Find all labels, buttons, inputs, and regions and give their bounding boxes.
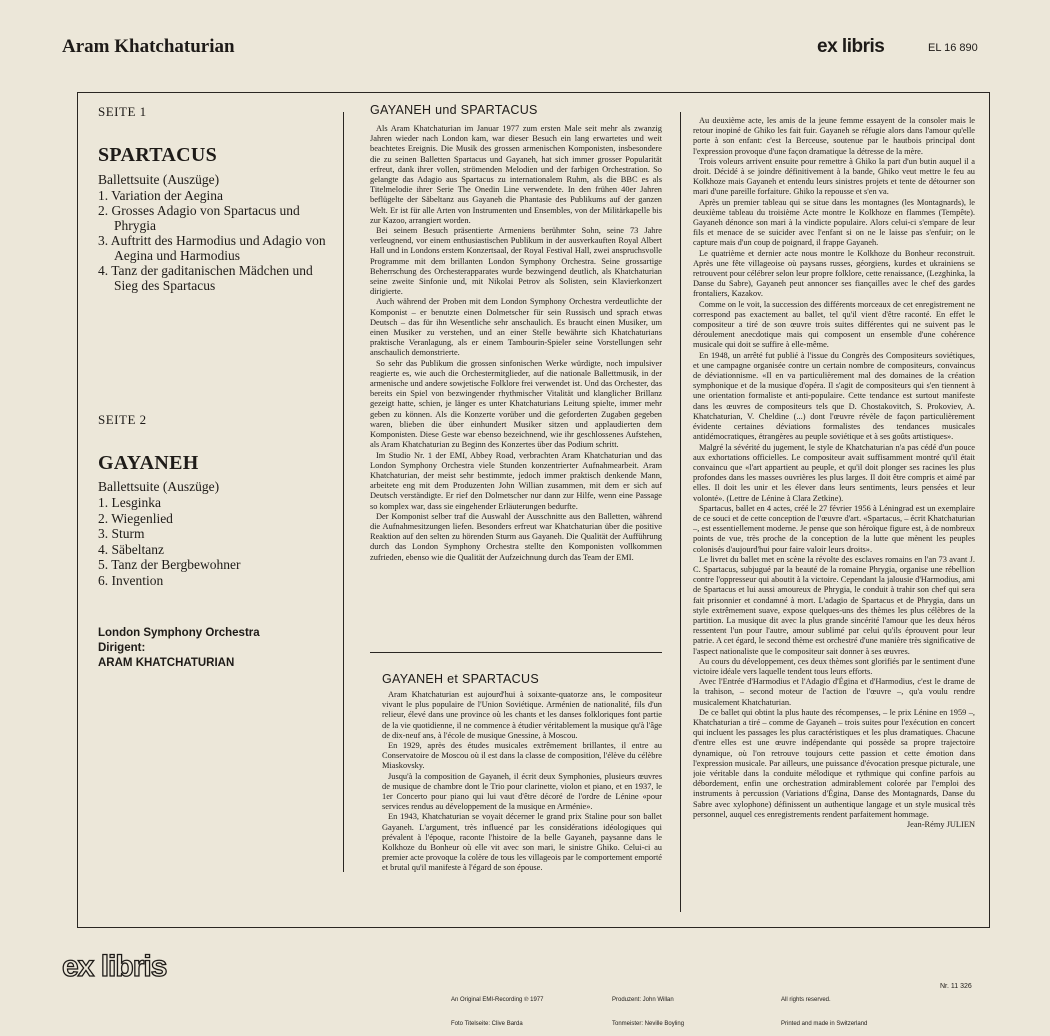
footer-rights <box>781 980 867 1036</box>
notes-fr-paragraph: Jusqu'à la composition de Gayaneh, il écrit deux Symphonies, plusieurs œuvres de musique de chambre dont le Trio pour clarinette, violon et piano, et en 1937, le 1er Concerto pour piano qui lui vaut d'être décoré de l'ordre de Lénine «pour services rendus au développement de la musique en Arménie». <box>382 771 662 812</box>
notes-fr-paragraph: De ce ballet qui obtint la plus haute des récompenses, – le prix Lénine en 1959 –, Khatchaturian a tiré – comme de Gayaneh – trois suites pour l'exécution en concert qui incluent les passages les plus caractéristiques et les plus dramatiques. Chacune d'entre elles est une œuvre indépendante qui possède sa propre trajectoire dynamique, où l'on retrouve toujours cette passion et cette émotion dans l'expression musicale. Par ailleurs, une puissance d'évocation presque picturale, une joie véritable dans la conduite mélodique et rythmique qui confine parfois au débordement, enfin une orchestration admirablement colorée par l'emploi des instruments à percussion (Variations d'Égina, Danse des Montagnards, Danse du Sabre avec xylophone) définissent un authentique langage et un style musical très personnel, auquel ces enregistrements rendent parfaitement hommage. <box>693 707 975 819</box>
notes-fr-paragraph: En 1943, Khatchaturian se voyait décerner le grand prix Staline pour son ballet Gayaneh. L'argument, très influencé par les considérations idéologiques qui prévalent à l'époque, raconte l'histoire de la belle Gayaneh, paysanne dans le Kolkhoze du Bonheur où elle vit avec son mari, le sinistre Ghiko. Celui-ci au premier acte provoque la colère de tous les villageois par le comportement emporté et brutal qu'il manifeste à l'égard de son épouse. <box>382 812 662 873</box>
orchestra-name: London Symphony Orchestra <box>98 627 260 639</box>
label-logo: ex libris <box>817 36 885 57</box>
notes-fr-paragraph: Spartacus, ballet en 4 actes, créé le 27 février 1956 à Léningrad est un exemplaire de ce souci et de cette conception de l'œuvre d'art. «Spartacus, – écrit Khatchaturian –, est essentiellement moderne. Je pense que son héroïque figure est, à de nombreux points de vue, très proche de la conception de la lutte que mènent les peuples colonisés d'aujourd'hui pour faire valoir leurs droits». <box>693 503 975 554</box>
header-artist: Aram Khatchaturian <box>62 36 235 57</box>
notes-fr-paragraph: En 1948, un arrêté fut publié à l'issue du Congrès des Compositeurs soviétiques, et une campagne organisée contre un certain nombre de compositeurs, convaincus de déviationnisme. «Il en va particulièrement mal des domaines de la création symphonique et de la musique d'opéra. Il s'agit de compositeurs qui s'en tiennent à une orientation formaliste et anti-populaire. Cette tendance est surtout manifeste dans les œuvres de compositeurs tels que D. Chostakovitch, S. Prokoviev, A. Khatchaturian, V. Cheldine (...) dont l'œuvre révèle de façon particulièrement évidente certaines déviations formalistes des tendances musicales antidémocratiques, étrangères au peuple soviétique et à ses goûts artistiques». <box>693 350 975 442</box>
notes-fr-paragraph: En 1929, après des études musicales extrêmement brillantes, il entre au Conservatoire de Moscou où il est dans la classe de composition, l'élève du célèbre Miaskovsky. <box>382 741 662 771</box>
conductor-label: Dirigent: <box>98 642 146 654</box>
notes-fr-text-b <box>693 116 975 908</box>
footer-credits-production <box>612 980 684 1036</box>
side1-title: SPARTACUS <box>98 144 218 166</box>
track-item: 3. Sturm <box>98 526 145 542</box>
catalog-number: EL 16 890 <box>928 42 978 54</box>
conductor-name: ARAM KHATCHATURIAN <box>98 657 235 669</box>
rights-notice: All rights reserved. <box>781 997 831 1003</box>
track-item: 3. Auftritt des Harmodius und Adagio von Aegina und Harmodius <box>98 233 326 263</box>
side1-tracklist <box>98 188 338 293</box>
track-item: 4. Säbeltanz <box>98 541 164 557</box>
side2-heading: SEITE 2 <box>98 412 147 427</box>
notes-fr-signature: Jean-Rémy JULIEN <box>906 820 975 830</box>
column-divider-left <box>343 112 344 872</box>
notes-fr-paragraph: Trois voleurs arrivent ensuite pour remettre à Ghiko la part d'un butin auquel il a droit. Décidé à se joindre définitivement à la bande, Ghiko veut mettre le feu au Kolkhoze mais Gayaneh et entendu leurs sinistres projets et tente de détourner son mari d'une pareille forfaiture. Ghiko la repousse et s'en va. <box>693 156 975 197</box>
footer-credits-recording <box>451 980 543 1036</box>
notes-de-paragraph: Der Komponist selber traf die Auswahl der Ausschnitte aus den Balletten, während die Aufnahmesitzungen liefen. Besonders erfreut war Khatchaturian über die positive Reaktion auf den selten zu hörenden Sturm aus Gayaneh. Die Qualität der Aufführung durch das London Symphony Orchestra stellte den Komponisten vollkommen zufrieden, ebenso wie die Qualität der Aufzeichnung durch das Team der EMI. <box>370 511 662 562</box>
notes-de-title: GAYANEH und SPARTACUS <box>370 103 538 117</box>
side1-subtitle: Ballettsuite (Auszüge) <box>98 172 220 187</box>
printed-notice: Printed and made in Switzerland <box>781 1021 868 1027</box>
notes-fr-paragraph: Le quatrième et dernier acte nous montre le Kolkhoze du Bonheur reconstruit. Après une fête villageoise où paysans russes, géorgiens, kurdes et ukrainiens se retrouvent pour célébrer selon leur propre folklore, cette renaissance, (Lezghinka, la Danse du Sabre), Gayaneh peut annoncer ses fiançailles avec le chef des gardes frontaliers, Kazakov. <box>693 248 975 299</box>
notes-fr-paragraph: Aram Khatchaturian est aujourd'hui à soixante-quatorze ans, le compositeur vivant le plus populaire de l'Union Soviétique. Arménien de nationalité, fils d'un relieur, élevé dans une province où les chants et les danses folkloriques font partie de la vie quotidienne, il ne commence à étudier véritablement la musique qu'à l'âge de dix-neuf ans, à l'école de musique Gnessine, à Moscou. <box>382 690 662 740</box>
notes-de-paragraph: So sehr das Publikum die grossen sinfonischen Werke würdigte, noch impulsiver reagierte es, wie auch die Orchestermitglieder, auf die nationale Ballettmusik, in der armenische und andere sowjetische Folklore frei verwendet ist. Und das Orchester, das bereits ein Spiel von bezwingender rhythmischer Vitalität und klanglicher Brillanz gezeigt hatte, schien, je länger es unter Khatchaturians Leitung spielte, immer mehr geben zu können. Als die Konzerte vorüber und die geforderten Zugaben gegeben waren, blieben die über einhundert Musiker sitzen und applaudierten dem Komponisten. Diese Geste war ebenso bezeichnend, wie ihr geschlossenes Aufstehen, als Aram Khatchaturian zu Beginn des Konzertes über das Podium schritt. <box>370 358 662 450</box>
recording-credit: An Original EMI-Recording ℗ 1977 <box>451 997 544 1003</box>
photo-credit: Foto Titelseite: Clive Barda <box>451 1021 523 1027</box>
notes-de-paragraph: Im Studio Nr. 1 der EMI, Abbey Road, verbrachten Aram Khatchaturian und das London Symphony Orchestra viele Stunden konzentrierter Aufnahmearbeit. Aram Khatchaturian, der meist sehr bestimmte, jedoch immer praktisch denkende Mann, arbeitete eng mit dem Produzenten John Willian zusammen, mit dem er sich auf Deutsch verständigte. Er rief den Dolmetscher nur dann zur Hilfe, wenn eine Passage so komplex war, dass sie eingehender Erläuterungen bedurfte. <box>370 450 662 511</box>
notes-fr-paragraph: Après un premier tableau qui se situe dans les montagnes (les Montagnards), le deuxième tableau du troisième Acte montre le Kolkhoze en flammes (Tempête). Gayaneh dénonce son mari à la vindicte populaire. Alors celui-ci s'empare de leur fils et menace de se suicider avec l'enfant si on ne le laisse pas s'enfuir; on le capture mais d'un coup de poignard, il frappe Gayaneh. <box>693 197 975 248</box>
notes-fr-text-a <box>382 690 662 905</box>
column-divider-right <box>680 112 681 912</box>
section-divider <box>370 652 662 653</box>
notes-fr-paragraph: Au cours du développement, ces deux thèmes sont glorifiés par le sentiment d'une victoire idéale vers laquelle tendent tous leurs efforts. <box>693 656 975 676</box>
notes-fr-paragraph: Au deuxième acte, les amis de la jeune femme essayent de la consoler mais le retour inopiné de Ghiko les fait fuir. Gayaneh se réfugie alors dans l'amour qu'elle porte à son enfant: c'est la Berceuse, soutenue par le hautbois principal dont l'expression provoque d'une façon dramatique la détresse de la mère. <box>693 116 975 156</box>
side1-heading: SEITE 1 <box>98 104 147 119</box>
notes-fr-paragraph: Avec l'Entrée d'Harmodius et l'Adagio d'Égina et d'Harmodius, c'est le drame de la trahison, – second moteur de l'action de l'œuvre –, qu'a voulu rendre musicalement Khatchaturian. <box>693 677 975 707</box>
side2-tracklist <box>98 495 338 589</box>
side2-title: GAYANEH <box>98 452 199 474</box>
track-item: 6. Invention <box>98 572 164 588</box>
track-item: 5. Tanz der Bergbewohner <box>98 557 241 573</box>
track-item: 1. Lesginka <box>98 495 161 510</box>
side2-subtitle: Ballettsuite (Auszüge) <box>98 479 220 494</box>
producer-credit: Produzent: John Willan <box>612 997 674 1003</box>
notes-de-text <box>370 124 662 642</box>
track-item: 1. Variation der Aegina <box>98 188 223 203</box>
track-item: 2. Wiegenlied <box>98 510 173 526</box>
track-item: 4. Tanz der gaditanischen Mädchen und Sieg des Spartacus <box>98 263 313 293</box>
notes-de-paragraph: Als Aram Khatchaturian im Januar 1977 zum ersten Male seit mehr als zwanzig Jahren wieder nach London kam, war dieser Besuch ein lang erwartetes und weit beachtetes Ereignis. Die Musik des grossen armenischen Komponisten, insbesondere die zu seinen Balletten Spartacus und Gayaneh, hat sich immer grosser Popularität erfreut, dank ihrer vollen, strömenden Melodien und der farbigen Orchestration. So gelangte das Adagio aus Spartacus zu internationalem Ruhm, als die BBC es als Titelmelodie ihrer Serie The Onedin Line verwendete. In den frühen 40er Jahren beflügelte der Säbeltanz aus Gayaneh die Phantasie des Publikums auf der ganzen Welt. Er ist für alle Arten von Instrumenten und Ensembles, von der Militärkapelle bis zur Kazoo, arrangiert worden. <box>370 124 662 225</box>
notes-de-paragraph: Bei seinem Besuch präsentierte Armeniens berühmter Sohn, seine 73 Jahre verleugnend, vor einem enthusiastischen Publikum in der ausverkauften Royal Albert Hall und in Londons erstem Konzertsaal, der Royal Festival Hall, zwei anspruchsvolle Programme mit dem brillanten London Symphony Orchestra. Seine grossartige Beherrschung des Orchesterapparates wurde bezwingend deutlich, als Khatchaturian seine zweite Sinfonie und, mit Nikolai Petrov als Solisten, sein Klavierkonzert dirigierte. <box>370 226 662 297</box>
notes-de-paragraph: Auch während der Proben mit dem London Symphony Orchestra verdeutlichte der Komponist – er benutzte einen Dolmetscher für sein Russisch und sprach etwas Deutsch – das für ihn Wesentliche sehr anschaulich. Es braucht einen Musiker, um einen Musiker zu verstehen, und an einer Stelle bewährte sich Khatchaturians praktische Veranlagung, als er einem Tambourin-Spieler seine Vorstellungen sehr anschaulich demonstrierte. <box>370 297 662 358</box>
footer-number: Nr. 11 326 <box>940 983 972 990</box>
notes-fr-title: GAYANEH et SPARTACUS <box>382 672 539 686</box>
notes-fr-paragraph: Le livret du ballet met en scène la révolte des esclaves romains en l'an 73 avant J. C. Spartacus, subjugué par la beauté de la romaine Phrygia, organise une rébellion contre l'oppresseur qui aboutit à la victoire. Cependant la jalousie d'Harmodius, ami de Spartacus et lui aussi amoureux de Phrygia, le conduit à trahir son chef qui sera fait prisonnier et condamné à mort. L'adagio de Spartacus et de Phrygia, dans un style extrêmement suave, expose quelques-uns des thèmes les plus célèbres de la partition. La musique dit avec la plus grande sincérité l'amour que les deux héros ressentent l'un pour l'autre, amour sublimé par celui qu'ils éprouvent pour leur patrie. A cet égard, le second thème est orchestré d'une manière très significative de l'aspect nationaliste que le compositeur sait donner à ses œuvres. <box>693 554 975 656</box>
engineer-credit: Tonmeister: Neville Boyling <box>612 1021 685 1027</box>
track-item: 2. Grosses Adagio von Spartacus und Phrygia <box>98 203 300 233</box>
footer-logo: ex libris <box>62 950 167 983</box>
notes-fr-paragraph: Comme on le voit, la succession des différents morceaux de cet enregistrement ne correspond pas exactement au ballet, tel qu'il vient d'être raconté. En effet le compositeur a tiré de son œuvre trois suites différentes qui ne suivent pas le déroulement anecdotique mais qui composent un ensemble d'une cohérence musicale qui doit se suffire à elle-même. <box>693 299 975 350</box>
notes-fr-paragraph: Malgré la sévérité du jugement, le style de Khatchaturian n'a pas cédé d'un pouce aux exhortations officielles. Le compositeur avait suffisamment montré qu'il était convaincu que «l'art appartient au peuple, et qu'il doit plonger ses racines les plus profondes dans les masses ouvrières les plus larges. Il doit être compris et aimé par elles. Il doit les unir et les élever dans leurs sentiments, leurs pensées et leur volonté». (Lettre de Lénine à Clara Zetkine). <box>693 442 975 503</box>
performers <box>98 626 260 671</box>
